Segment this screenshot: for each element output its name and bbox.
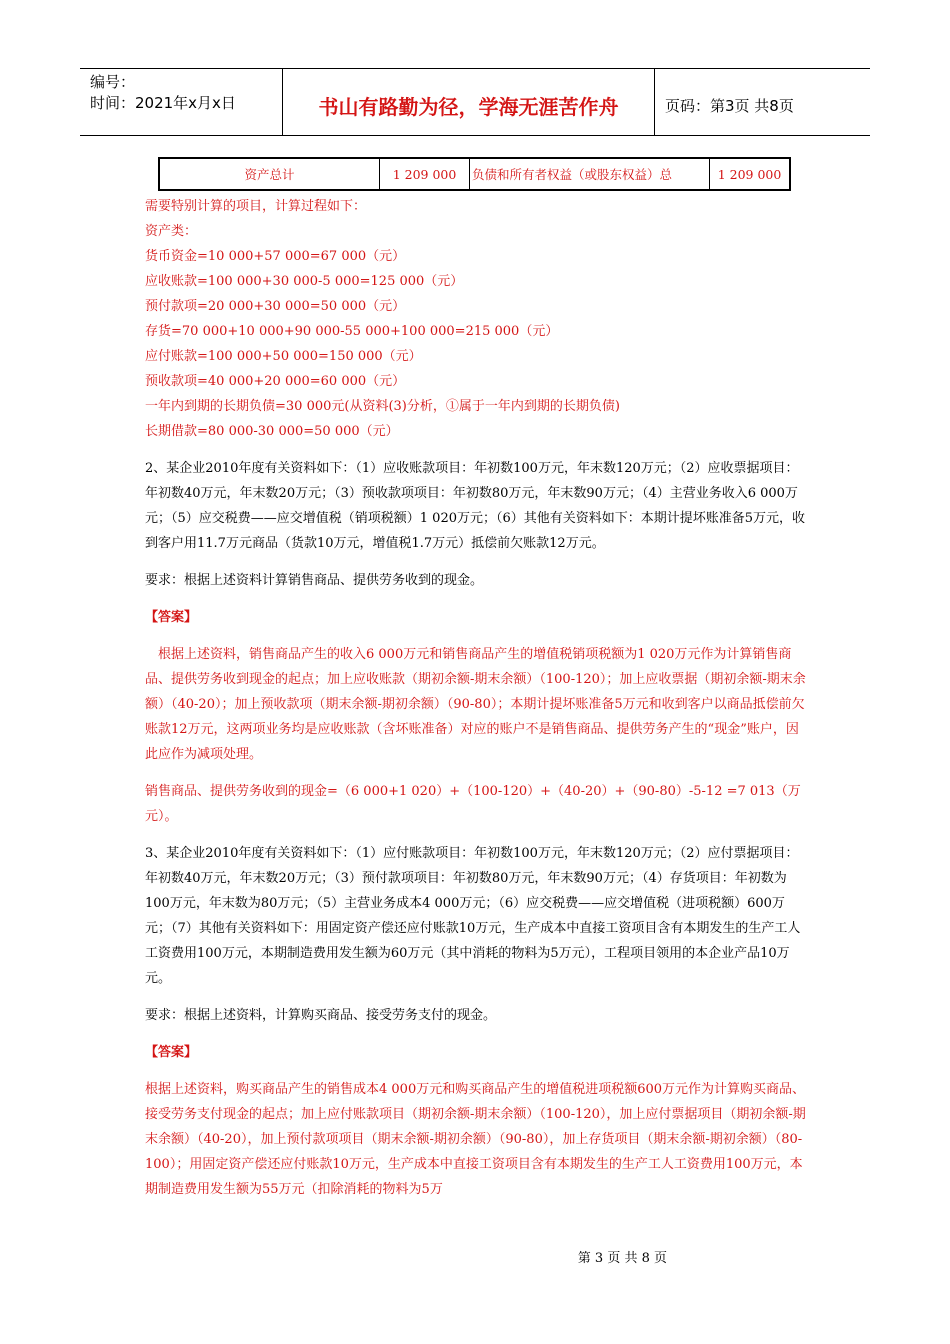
question-3-requirement: 要求：根据上述资料，计算购买商品、接受劳务支付的现金。 — [145, 1008, 497, 1023]
question-3-answer-text: 根据上述资料，购买商品产生的销售成本4 000万元和购买商品产生的增值税进项税额600万元作为计算购买商品、接受劳务支付现金的起点；加上应付账款项目（期初余额-期末余额）（100-120），加上应付票据项目（期初余额-期末余额）（40-20），加上预付款项项目（期末余额-期初余额）（90-80），加上存货项目（期末余额-期初余额）（80-100）；用固定资产偿还应付账款10万元，生产成本中直接工资项目含有本期发生的生产工人工资费用100万元，本期制造费用发生额为55万元（扣除消耗的物料为5万 — [145, 1082, 806, 1197]
question-2-answer-text: 根据上述资料，销售商品产生的收入6 000万元和销售商品产生的增值税销项税额为1 020万元作为计算销售商品、提供劳务收到现金的起点；加上应收账款（期初余额-期末余额）（100-120）；加上应收票据（期初余额-期末余额）（40-20）；加上预收款项（期末余额-期初余额）（90-80）；本期计提坏账准备5万元和收到客户以商品抵偿前欠账款12万元，这两项业务均是应收账款（含坏账准备）对应的账户不是销售商品、提供劳务产生的“现金”账户，因此应作为减项处理。 — [145, 647, 806, 762]
document-body — [145, 194, 810, 1202]
calc-line: 长期借款=80 000-30 000=50 000（元） — [145, 424, 399, 439]
question-2-answer-formula: 销售商品、提供劳务收到的现金=（6 000+1 020）+（100-120）+（40-20）+（90-80）-5-12 =7 013（万元）。 — [145, 784, 801, 824]
header-motto: 书山有路勤为径，学海无涯苦作舟 — [283, 69, 655, 135]
question-3-text: 3、某企业2010年度有关资料如下：（1）应付账款项目：年初数100万元，年末数120万元；（2）应付票据项目：年初数40万元，年末数20万元；（3）预付款项项目：年初数80万元，年末数90万元；（4）存货项目：年初数为100万元，年末数为80万元；（5）主营业务成本4 000万元；（6）应交税费——应交增值税（进项税额）600万元；（7）其他有关资料如下：用固定资产偿还应付账款10万元，生产成本中直接工资项目含有本期发生的生产工人工资费用100万元，本期制造费用发生额为60万元（其中消耗的物料为5万元），工程项目领用的本企业产品10万元。 — [145, 846, 801, 986]
calc-line: 存货=70 000+10 000+90 000-55 000+100 000=215 000（元） — [145, 324, 559, 339]
table-row — [159, 158, 790, 190]
header-meta — [80, 69, 283, 135]
calc-line: 需要特别计算的项目，计算过程如下： — [145, 199, 367, 214]
assets-total-value: 1 209 000 — [380, 158, 470, 190]
calc-line: 预收款项=40 000+20 000=60 000（元） — [145, 374, 406, 389]
calc-line: 预付款项=20 000+30 000=50 000（元） — [145, 299, 406, 314]
footer-page-number: 第 3 页 共 8 页 — [577, 1251, 667, 1266]
balance-summary-table — [158, 157, 791, 191]
question-3-answer-label: 【答案】 — [145, 1045, 198, 1060]
doc-time-label: 时间：2021年x月x日 — [90, 94, 236, 112]
calc-line: 资产类： — [145, 224, 198, 239]
calc-line: 应收账款=100 000+30 000-5 000=125 000（元） — [145, 274, 464, 289]
calc-line: 应付账款=100 000+50 000=150 000（元） — [145, 349, 422, 364]
assets-total-label: 资产总计 — [159, 158, 380, 190]
page-footer — [0, 1247, 950, 1266]
calculation-section — [145, 194, 810, 444]
liabilities-equity-total-label: 负债和所有者权益（或股东权益）总 — [470, 158, 710, 190]
calc-line: 货币资金=10 000+57 000=67 000（元） — [145, 249, 406, 264]
question-2-answer-label: 【答案】 — [145, 610, 198, 625]
question-2-requirement: 要求：根据上述资料计算销售商品、提供劳务收到的现金。 — [145, 573, 484, 588]
page-header — [80, 68, 870, 136]
calc-line: 一年内到期的长期负债=30 000元(从资料(3)分析，①属于一年内到期的长期负债) — [145, 399, 620, 414]
liabilities-equity-total-value: 1 209 000 — [710, 158, 791, 190]
question-2-text: 2、某企业2010年度有关资料如下：（1）应收账款项目：年初数100万元，年末数120万元；（2）应收票据项目：年初数40万元，年末数20万元；（3）预收款项项目：年初数80万元，年末数90万元；（4）主营业务收入6 000万元；（5）应交税费——应交增值税（销项税额）1 020万元；（6）其他有关资料如下：本期计提坏账准备5万元，收到客户用11.7万元商品（货款10万元，增值税1.7万元）抵偿前欠账款12万元。 — [145, 461, 806, 551]
doc-number-label: 编号： — [90, 73, 136, 91]
header-page-label: 页码：第3页 共8页 — [665, 96, 794, 115]
